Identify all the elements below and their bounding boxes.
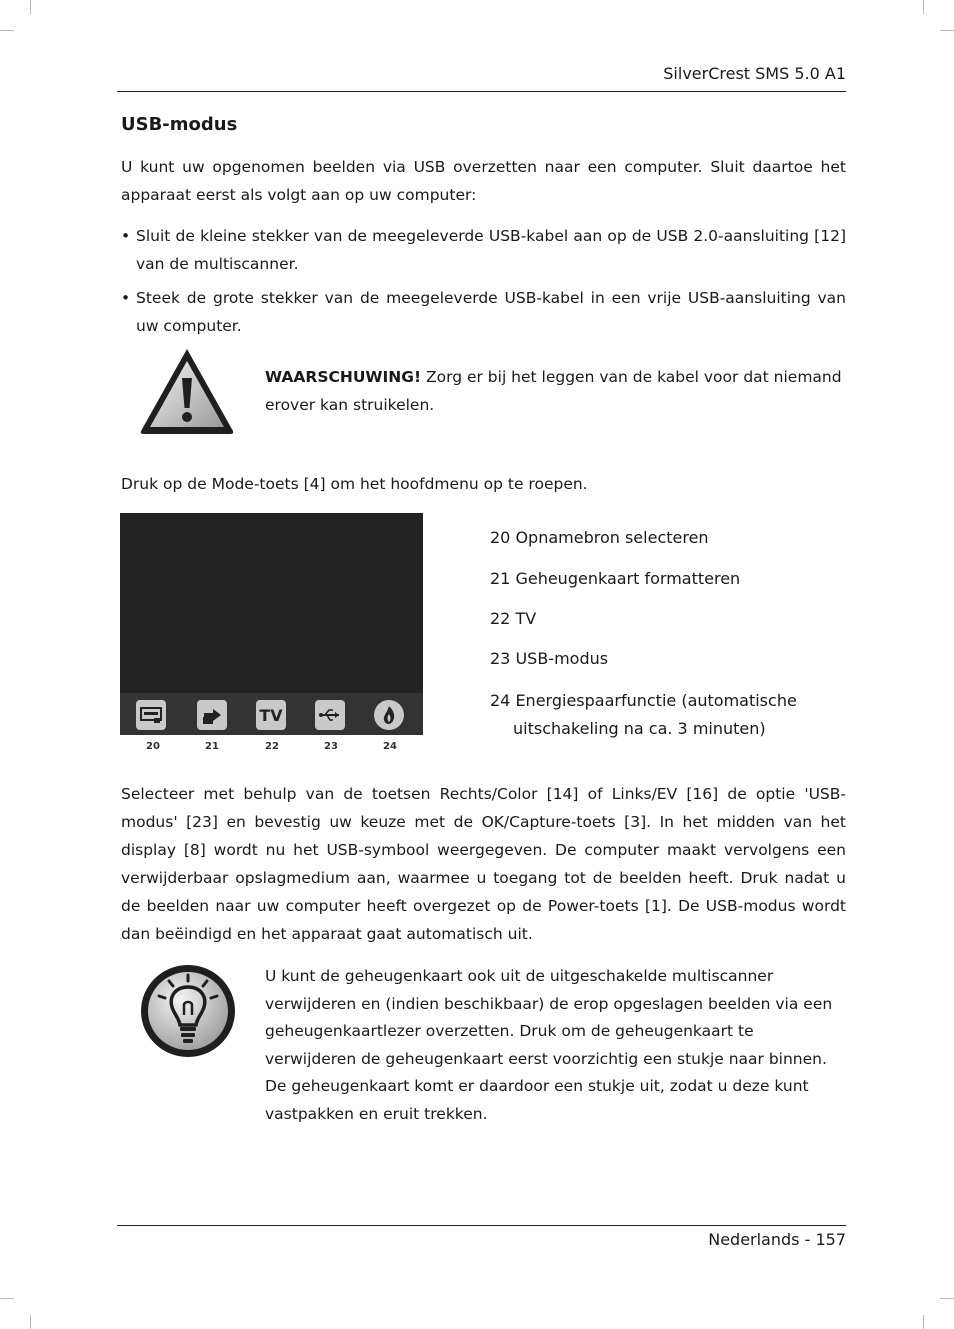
bullet-text: Sluit de kleine stekker van de meegeleverde USB-kabel aan op de USB 2.0-aansluiting [12] van de multiscanner. [136,227,846,273]
bullet-item [121,284,846,340]
bullet-item [121,222,846,278]
crop-mark [940,1298,954,1299]
footer-rule [117,1225,846,1226]
icon-number: 22 [265,741,279,752]
footer [708,1230,846,1249]
tv-icon: TV [256,700,286,730]
usb-icon [315,700,345,730]
usb-mode-paragraph: Selecteer met behulp van de toetsen Rechts/Color [14] of Links/EV [16] de optie 'USB-modus' [23] en bevestig uw keuze met de OK/Capture-toets [3]. In het midden van het display [8] wordt nu het USB-symbool weergegeven. De computer maakt vervolgens een verwijderbaar opslagmedium aan, waarmee u toegang tot de beelden heeft. Druk nadat u de beelden naar uw computer heeft overgezet op de Power-toets [1]. De USB-modus wordt dan beëindigd en het apparaat gaat automatisch uit. [121,785,846,943]
warning-label: WAARSCHUWING! [265,368,422,386]
crop-mark [30,1315,31,1329]
lightbulb-tip-icon [139,963,237,1059]
warning-triangle-icon [138,346,236,436]
intro-paragraph: U kunt uw opgenomen beelden via USB overzetten naar een computer. Sluit daartoe het apparaat eerst als volgt aan op uw computer: [121,158,846,204]
crop-mark [0,1298,14,1299]
menu-bar [120,693,423,735]
legend-item-line: 24 Energiespaarfunctie (automatische [490,691,797,710]
icon-number: 23 [324,741,338,752]
crop-mark [30,0,31,14]
crop-mark [0,30,14,31]
energy-saving-icon [374,700,404,730]
section-title: USB-modus [121,114,238,135]
warning-note [265,364,847,419]
page-number: 157 [815,1230,846,1249]
crop-mark [923,0,924,14]
legend-item [490,687,797,743]
legend-item: 21 Geheugenkaart formatteren [490,569,741,588]
legend-item-continuation: uitschakeling na ca. 3 minuten) [513,719,766,738]
bullet-icon: • [121,227,131,245]
crop-mark [940,30,954,31]
header-rule [117,91,846,92]
mode-instruction: Druk op de Mode-toets [4] om het hoofdmenu op te roepen. [121,475,588,493]
footer-language: Nederlands - [708,1230,811,1249]
legend-item: 22 TV [490,609,537,628]
bullet-icon: • [121,289,131,307]
legend-item: 20 Opnamebron selecteren [490,528,709,547]
tip-note: U kunt de geheugenkaart ook uit de uitgeschakelde multiscanner verwijderen en (indien beschikbaar) de erop opgeslagen beelden via een geheugenkaartlezer overzetten. Druk om de geheugenkaart te verwijderen de geheugenkaart eerst voorzichtig een stukje naar binnen. De geheugenkaart komt er daardoor een stukje uit, zodat u deze kunt vastpakken en eruit trekken. [265,967,833,1123]
bullet-text: Steek de grote stekker van de meegeleverde USB-kabel in een vrije USB-aansluiting van uw computer. [136,289,846,335]
header-product-name: SilverCrest SMS 5.0 A1 [663,64,846,83]
legend-item: 23 USB-modus [490,649,609,668]
icon-number: 21 [205,741,219,752]
warning-text: Zorg er bij het leggen van de kabel voor dat niemand erover kan struikelen. [265,368,842,414]
device-screen-image [120,513,423,735]
recording-source-icon [136,700,166,730]
icon-number: 24 [383,741,397,752]
crop-mark [923,1315,924,1329]
icon-number: 20 [146,741,160,752]
memory-card-format-icon [197,700,227,730]
